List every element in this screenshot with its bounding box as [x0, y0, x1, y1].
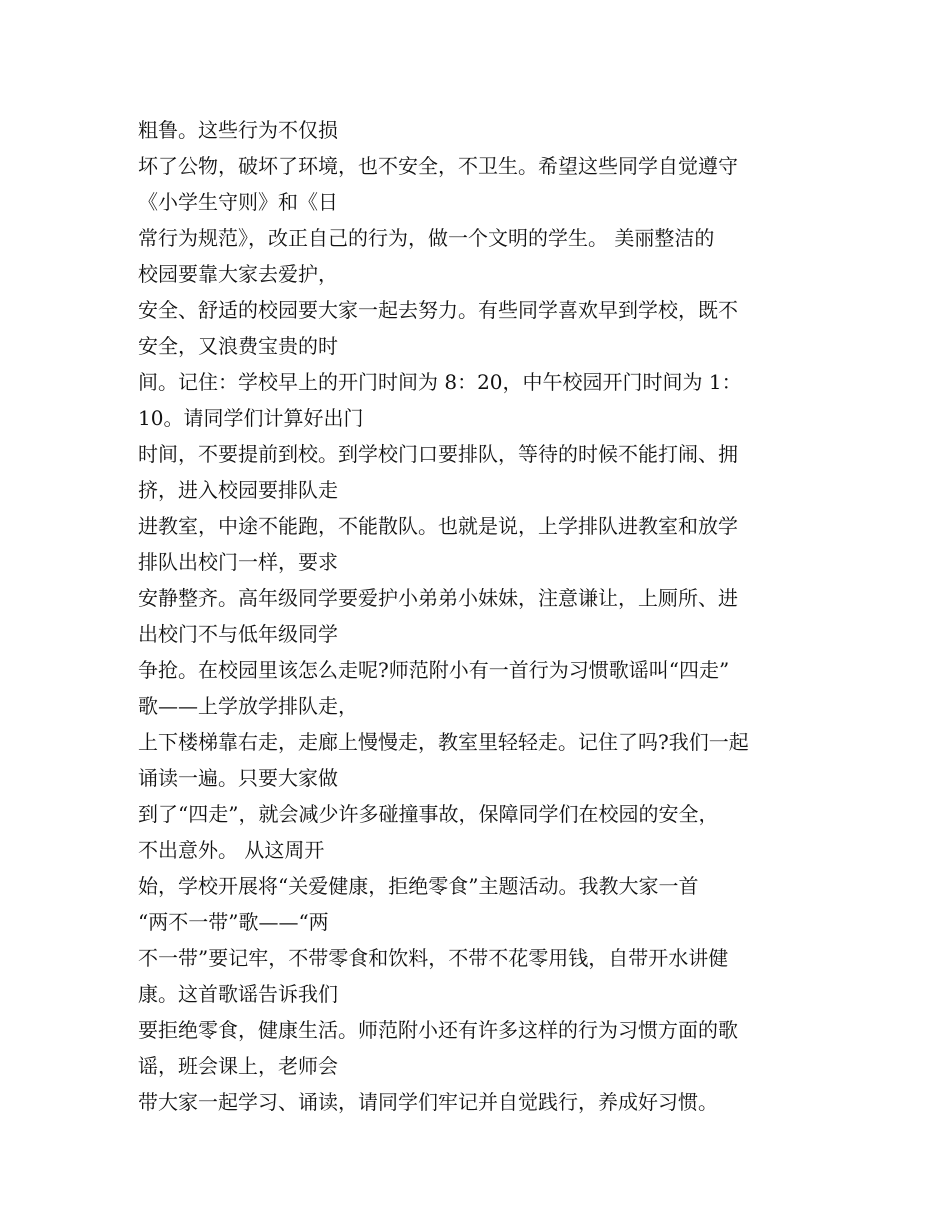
text-line: 康。这首歌谣告诉我们 [138, 982, 338, 1006]
text-line: 到了“四走”，就会减少许多碰撞事故，保障同学们在校园的安全， [138, 802, 719, 826]
text-line: 始，学校开展将“关爱健康，拒绝零食”主题活动。我教大家一首 [138, 874, 699, 898]
text-line: 安静整齐。高年级同学要爱护小弟弟小妹妹，注意谦让，上厕所、进 [138, 586, 738, 610]
text-line: 歌——上学放学排队走， [138, 694, 358, 718]
text-line: 《小学生守则》和《日 [138, 190, 338, 214]
text-line: “两不一带”歌——“两 [138, 910, 329, 934]
text-line: 粗鲁。这些行为不仅损 [138, 118, 338, 142]
document-body [138, 112, 828, 1120]
text-line: 校园要靠大家去爱护， [138, 262, 338, 286]
text-line: 10。请同学们计算好出门 [138, 406, 364, 430]
text-line: 谣，班会课上，老师会 [138, 1054, 338, 1078]
text-line: 安全，又浪费宝贵的时 [138, 334, 338, 358]
text-line: 上下楼梯靠右走，走廊上慢慢走，教室里轻轻走。记住了吗?我们一起 [138, 730, 749, 754]
text-line: 带大家一起学习、诵读，请同学们牢记并自觉践行，养成好习惯。 [138, 1090, 718, 1114]
text-line: 安全、舒适的校园要大家一起去努力。有些同学喜欢早到学校，既不 [138, 298, 738, 322]
text-line: 时间，不要提前到校。到学校门口要排队，等待的时候不能打闹、拥 [138, 442, 738, 466]
text-line: 不一带”要记牢，不带零食和饮料，不带不花零用钱，自带开水讲健 [138, 946, 729, 970]
text-line: 间。记住：学校早上的开门时间为 8：20，中午校园开门时间为 1： [138, 370, 742, 394]
text-line: 进教室，中途不能跑，不能散队。也就是说，上学排队进教室和放学 [138, 514, 738, 538]
text-line: 诵读一遍。只要大家做 [138, 766, 338, 790]
text-line: 出校门不与低年级同学 [138, 622, 338, 646]
text-line: 要拒绝零食，健康生活。师范附小还有许多这样的行为习惯方面的歌 [138, 1018, 738, 1042]
text-line: 争抢。在校园里该怎么走呢?师范附小有一首行为习惯歌谣叫“四走” [138, 658, 730, 682]
text-line: 排队出校门一样，要求 [138, 550, 338, 574]
text-line: 挤，进入校园要排队走 [138, 478, 338, 502]
text-line: 不出意外。 从这周开 [138, 838, 325, 862]
text-line: 常行为规范》，改正自己的行为，做一个文明的学生。 美丽整洁的 [138, 226, 715, 250]
text-line: 坏了公物，破坏了环境，也不安全，不卫生。希望这些同学自觉遵守 [138, 154, 738, 178]
